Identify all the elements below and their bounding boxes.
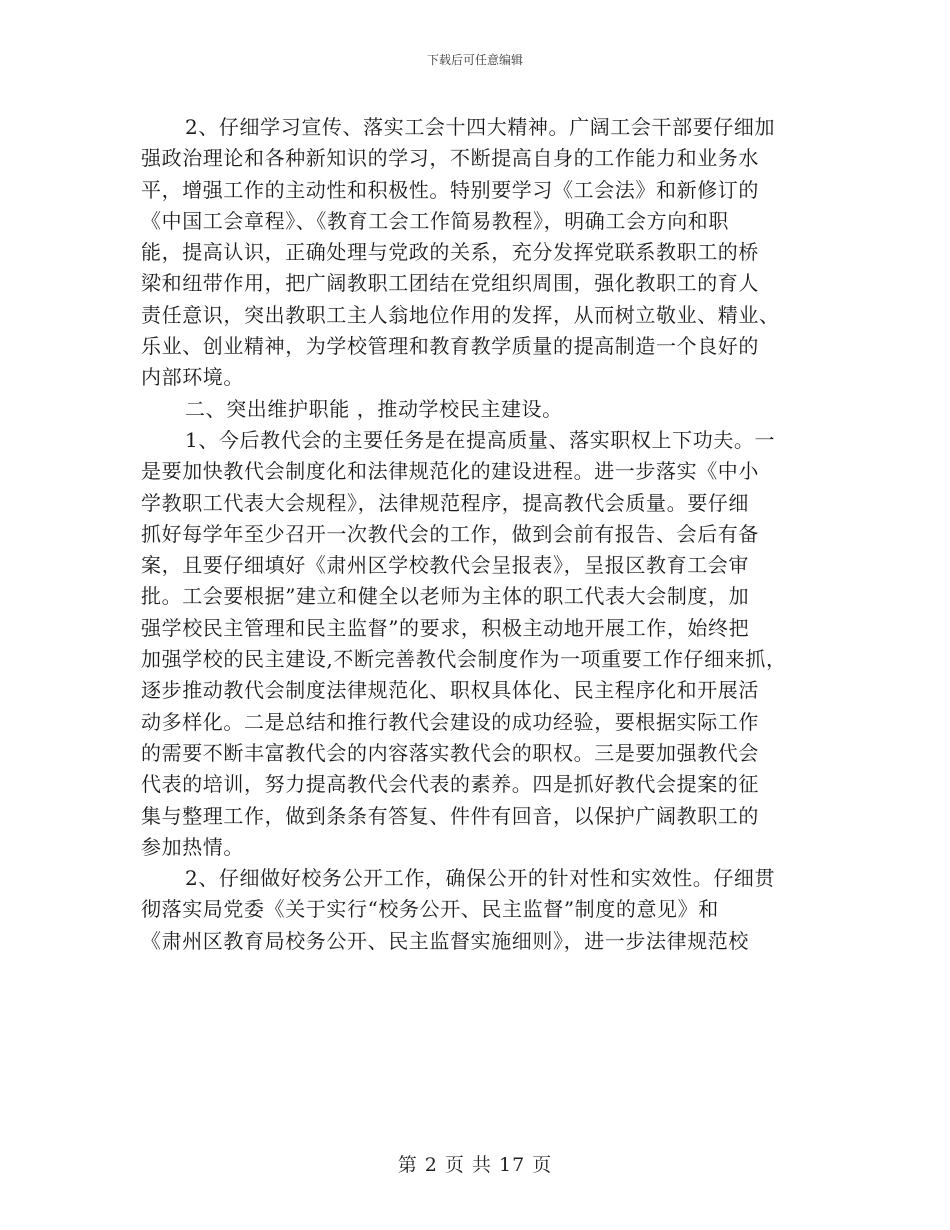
text-line: 动多样化。二是总结和推行教代会建设的成功经验，要根据实际工作 [141,709,759,734]
text-line: 学教职工代表大会规程》，法律规范程序，提高教代会质量。要仔细 [141,490,749,515]
text-line: 2、仔细学习宣传、落实工会十四大精神。广阔工会干部要仔细加 [185,115,776,139]
text-line: 集与整理工作，做到条条有答复、件件有回音，以保护广阔教职工的 [141,803,759,828]
text-line: 加强学校的民主建设,不断完善教代会制度作为一项重要工作仔细来抓， [141,647,787,672]
text-line: 《肃州区教育局校务公开、民主监督实施细则》，进一步法律规范校 [141,928,749,953]
text-line: 的需要不断丰富教代会的内容落实教代会的职权。三是要加强教代会 [141,740,759,765]
text-line: 二、突出维护职能 ，推动学校民主建设。 [185,396,563,421]
text-line: 平，增强工作的主动性和积极性。特别要学习《工会法》和新修订的 [141,177,759,202]
text-line: 强学校民主管理和民主监督”的要求，积极主动地开展工作，始终把 [141,615,750,640]
text-line: 是要加快教代会制度化和法律规范化的建设进程。进一步落实《中小 [141,459,759,484]
page-footer-number: 第 2 页 共 17 页 [397,1154,553,1176]
text-line: 梁和纽带作用，把广阔教职工团结在党组织周围，强化教职工的育人 [141,271,759,296]
text-line: 参加热情。 [141,834,244,859]
text-line: 代表的培训，努力提高教代会代表的素养。四是抓好教代会提案的征 [141,772,759,797]
text-line: 案，且要仔细填好《肃州区学校教代会呈报表》，呈报区教育工会审 [141,553,749,578]
text-line: 强政治理论和各种新知识的学习，不断提高自身的工作能力和业务水 [141,146,759,171]
text-line: 逐步推动教代会制度法律规范化、职权具体化、民主程序化和开展活 [141,678,759,703]
body-text [141,112,813,957]
text-line: 抓好每学年至少召开一次教代会的工作，做到会前有报告、会后有备 [141,521,759,546]
text-line: 批。工会要根据”建立和健全以老师为主体的职工代表大会制度，加 [141,584,750,609]
text-line: 《中国工会章程》、《教育工会工作简易教程》，明确工会方向和职 [141,208,729,233]
text-line: 责任意识，突出教职工主人翁地位作用的发挥，从而树立敬业、精业、 [141,302,780,327]
text-line: 1、今后教代会的主要任务是在提高质量、落实职权上下功夫。一 [185,427,776,452]
page-header-note: 下载后可任意编辑 [426,53,523,67]
text-line: 能，提高认识，正确处理与党政的关系，充分发挥党联系教职工的桥 [141,240,759,265]
text-line: 2、仔细做好校务公开工作，确保公开的针对性和实效性。仔细贯 [185,866,776,891]
text-line: 彻落实局党委《关于实行“校务公开、民主监督”制度的意见》和 [141,897,719,922]
text-line: 乐业、创业精神，为学校管理和教育教学质量的提高制造一个良好的 [141,334,759,359]
text-line: 内部环境。 [141,365,244,390]
